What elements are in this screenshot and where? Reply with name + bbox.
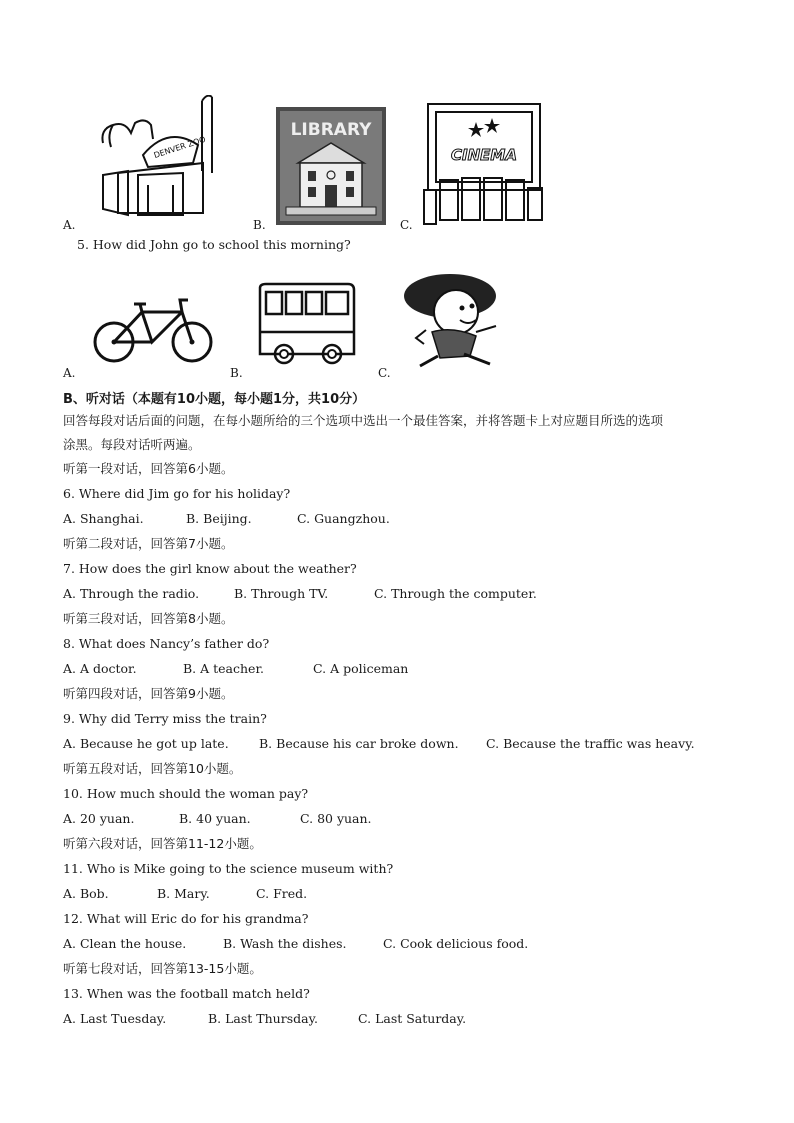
bicycle-image [90, 296, 218, 366]
instructions-line-2: 涂黑。每段对话听两遍。 [63, 437, 201, 452]
option-b: B. Beijing. [186, 511, 252, 526]
question-text: 13. When was the football match held? [63, 986, 310, 1001]
option-c: C. Guangzhou. [297, 511, 390, 526]
dialogue-instruction: 听第六段对话，回答第11-12小题。 [63, 836, 262, 851]
option-c: C. Because the traffic was heavy. [486, 736, 695, 751]
option-b: B. Wash the dishes. [223, 936, 347, 951]
option-b: B. 40 yuan. [179, 811, 251, 826]
question-text: 7. How does the girl know about the weather? [63, 561, 357, 576]
question-text: 11. Who is Mike going to the science museum with? [63, 861, 394, 876]
walking-boy-image [398, 272, 510, 368]
option-a: A. Last Tuesday. [63, 1011, 167, 1026]
option-c-label: C. [400, 218, 413, 232]
instructions-line-1: 回答每段对话后面的问题，在每小题所给的三个选项中选出一个最佳答案，并将答题卡上对应题目所选的选项 [63, 413, 664, 428]
library-sign-text: LIBRARY [290, 120, 372, 140]
question-text: 12. What will Eric do for his grandma? [63, 911, 309, 926]
option-a: A. Clean the house. [63, 936, 187, 951]
library-image [276, 107, 386, 225]
option-b: B. Because his car broke down. [259, 736, 459, 751]
cinema-image [420, 100, 548, 228]
option-a-label: A. [63, 218, 76, 232]
option-c: C. 80 yuan. [300, 811, 372, 826]
option-a: A. A doctor. [63, 661, 137, 676]
q5-option-c-label: C. [378, 366, 391, 380]
question-text: 6. Where did Jim go for his holiday? [63, 486, 291, 501]
question-text: 8. What does Nancy’s father do? [63, 636, 270, 651]
option-c: C. Cook delicious food. [383, 936, 529, 951]
dialogue-instruction: 听第一段对话，回答第6小题。 [63, 461, 234, 476]
zoo-image [98, 95, 223, 223]
option-b-label: B. [253, 218, 266, 232]
question-text: 10. How much should the woman pay? [63, 786, 309, 801]
zoo-sign-text: DENVER ZOO [152, 134, 207, 161]
q5-option-b-label: B. [230, 366, 243, 380]
option-a: A. Through the radio. [63, 586, 200, 601]
option-c: C. Through the computer. [374, 586, 537, 601]
question-5: 5. How did John go to school this morning? [77, 237, 351, 252]
question-text: 9. Why did Terry miss the train? [63, 711, 267, 726]
dialogue-instruction: 听第七段对话，回答第13-15小题。 [63, 961, 262, 976]
option-c: C. Fred. [256, 886, 308, 901]
option-b: B. Mary. [157, 886, 210, 901]
section-b-heading: B、听对话（本题有10小题，每小题1分，共10分） [63, 392, 366, 407]
option-c: C. A policeman [313, 661, 409, 676]
option-b: B. Last Thursday. [208, 1011, 318, 1026]
bus-image [254, 282, 358, 368]
dialogue-instruction: 听第二段对话，回答第7小题。 [63, 536, 234, 551]
cinema-sign-text: CINEMA [451, 146, 517, 164]
option-a: A. Because he got up late. [63, 736, 229, 751]
dialogue-instruction: 听第五段对话，回答第10小题。 [63, 761, 242, 776]
option-c: C. Last Saturday. [358, 1011, 467, 1026]
option-a: A. Bob. [63, 886, 109, 901]
q5-option-a-label: A. [63, 366, 76, 380]
option-b: B. A teacher. [183, 661, 265, 676]
option-b: B. Through TV. [234, 586, 329, 601]
dialogue-instruction: 听第三段对话，回答第8小题。 [63, 611, 234, 626]
option-a: A. Shanghai. [63, 511, 144, 526]
option-a: A. 20 yuan. [63, 811, 135, 826]
dialogue-instruction: 听第四段对话，回答第9小题。 [63, 686, 234, 701]
